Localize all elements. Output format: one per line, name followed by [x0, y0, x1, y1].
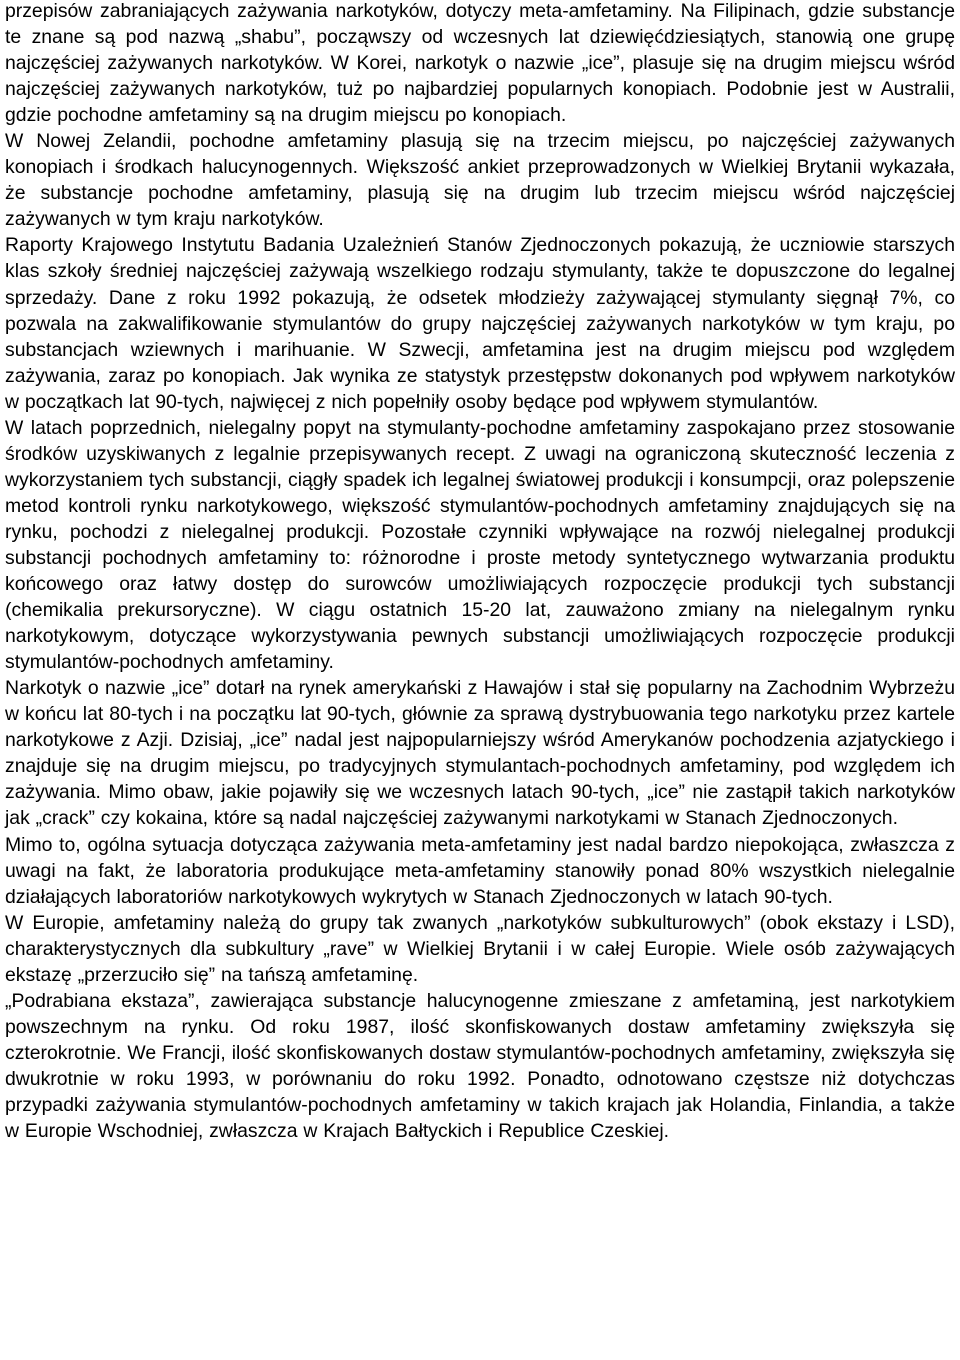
paragraph-meta-amphetamine-labs: Mimo to, ogólna sytuacja dotycząca zażywania meta-amfetaminy jest nadal bardzo niepokojąca, zwłaszcza z uwagi na fakt, że laboratoria produkujące meta-amfetaminy stanowiły ponad 80% wszystkich nielegalnie działających laboratoriów narkotykowych wykrytych w Stanach Zjednoczonych w latach 90-tych.	[5, 833, 955, 908]
paragraph-ice-narcotic: Narkotyk o nazwie „ice” dotarł na rynek amerykański z Hawajów i stał się popularny na Zachodnim Wybrzeżu w końcu lat 80-tych i na początku lat 90-tych, głównie za sprawą dystrybuowania tego narkotyku przez kartele narkotykowe z Azji. Dzisiaj, „ice” nadal jest najpopularniejszy wśród Amerykanów pochodzenia azjatyckiego i znajduje się na drugim miejscu, po tradycyjnych stymulantach-pochodnych amfetaminy, pod względem ich zażywania. Mimo obaw, jakie pojawiły się we wczesnych latach 90-tych, „ice” nie zastąpił takich narkotyków jak „crack” czy kokaina, które są nadal najczęściej zażywanymi narkotykami w Stanach Zjednoczonych.	[5, 677, 955, 830]
paragraph-europe-subculture: W Europie, amfetaminy należą do grupy tak zwanych „narkotyków subkulturowych” (obok ekstazy i LSD), charakterystycznych dla subkultury „rave” w Wielkiej Brytanii i w całej Europie. Wiele osób zażywających ekstazę „przerzuciło się” na tańszą amfetaminę.	[5, 911, 955, 986]
paragraph-philippines-korea-australia: przepisów zabraniających zażywania narkotyków, dotyczy meta-amfetaminy. Na Filipinach, gdzie substancje te znane są pod nazwą „shabu”, począwszy od wczesnych lat dziewięćdziesiątych, stanowią one grupę najczęściej zażywanych narkotyków. W Korei, narkotyk o nazwie „ice”, plasuje się na drugim miejscu wśród najczęściej zażywanych narkotyków, tuż po najbardziej popularnych konopiach. Podobnie jest w Australii, gdzie pochodne amfetaminy są na drugim miejscu po konopiach.	[5, 0, 955, 127]
paragraph-united-states-sweden: Raporty Krajowego Instytutu Badania Uzależnień Stanów Zjednoczonych pokazują, że uczniowie starszych klas szkoły średniej najczęściej zażywają wszelkiego rodzaju stymulanty, także te dopuszczone do legalnej sprzedaży. Dane z roku 1992 pokazują, że odsetek młodzieży zażywającej stymulanty sięgnął 7%, co pozwala na zakwalifikowanie stymulantów do grupy najczęściej zażywanych narkotyków w tym kraju, po substancjach wziewnych i marihuanie. W Szwecji, amfetamina jest na drugim miejscu pod względem zażywania, zaraz po konopiach. Jak wynika ze statystyk przestępstw dokonanych pod wpływem narkotyków w początkach lat 90-tych, najwięcej z nich popełniły osoby będące pod wpływem stymulantów.	[5, 234, 955, 413]
paragraph-new-zealand-britain: W Nowej Zelandii, pochodne amfetaminy plasują się na trzecim miejscu, po najczęściej zażywanych konopiach i środkach halucynogennych. Większość ankiet przeprowadzonych w Wielkiej Brytanii wykazała, że substancje pochodne amfetaminy, plasują się na drugim lub trzecim miejscu wśród najczęściej zażywanych w tym kraju narkotyków.	[5, 130, 955, 231]
paragraph-counterfeit-ecstasy: „Podrabiana ekstaza”, zawierająca substancje halucynogenne zmieszane z amfetaminą, jest narkotykiem powszechnym na rynku. Od roku 1987, ilość skonfiskowanych dostaw amfetaminy zwiększyła się czterokrotnie. We Francji, ilość skonfiskowanych dostaw stymulantów-pochodnych amfetaminy, zwiększyła się dwukrotnie w roku 1993, w porównaniu do roku 1992. Ponadto, odnotowano częstsze niż dotychczas przypadki zażywania stymulantów-pochodnych amfetaminy w takich krajach jak Holandia, Finlandia, a także w Europie Wschodniej, zwłaszcza w Krajach Bałtyckich i Republice Czeskiej.	[5, 989, 955, 1143]
paragraph-illegal-production: W latach poprzednich, nielegalny popyt na stymulanty-pochodne amfetaminy zaspokajano przez stosowanie środków uzyskiwanych z legalnie przepisywanych recept. Z uwagi na ograniczoną skuteczność leczenia z wykorzystaniem tych substancji, ciągły spadek ich legalnej światowej produkcji i konsumpcji, oraz polepszenie metod kontroli rynku narkotykowego, większość stymulantów-pochodnych amfetaminy znajdujących się na rynku, pochodzi z nielegalnej produkcji. Pozostałe czynniki wpływające na rozwój nielegalnej produkcji substancji pochodnych amfetaminy to: różnorodne i proste metody syntetycznego wytwarzania produktu końcowego oraz łatwy dostęp do surowców umożliwiających rozpoczęcie produkcji tych substancji (chemikalia prekursoryczne). W ciągu ostatnich 15-20 lat, zauważono zmiany na nielegalnym rynku narkotykowym, dotyczące wykorzystywania pewnych substancji umożliwiających rozpoczęcie produkcji stymulantów-pochodnych amfetaminy.	[5, 416, 955, 674]
